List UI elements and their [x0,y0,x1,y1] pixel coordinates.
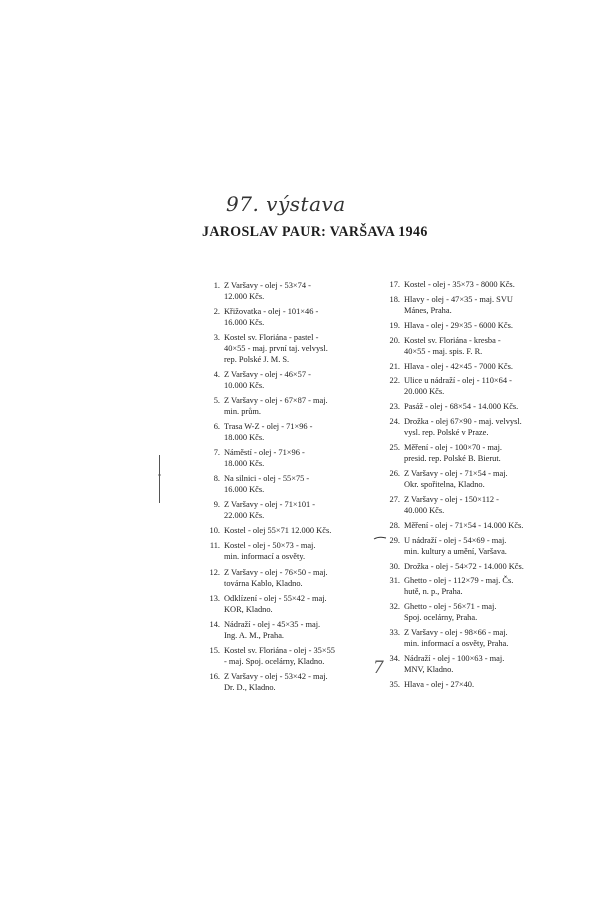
catalog-entry [205,593,365,615]
entry-description: Z Varšavy - olej - 150×112 - 40.000 Kčs. [404,494,499,515]
entry-description: Z Varšavy - olej - 53×42 - maj. Dr. D., Kladno. [224,671,328,692]
entry-description: Kostel sv. Floriána - kresba - 40×55 - maj. spis. F. R. [404,335,501,356]
entry-description: Odklízení - olej - 55×42 - maj. KOR, Kladno. [224,593,327,614]
catalog-entry [385,335,545,357]
catalog-entry [385,294,545,316]
entry-number: 3. [213,333,220,343]
catalog-entry [385,575,545,597]
entry-number: 27. [389,494,400,504]
entry-number: 21. [389,361,400,371]
catalog-entry [385,320,545,331]
entry-description: Hlava - olej - 42×45 - 7000 Kčs. [404,361,513,371]
catalog-entry [385,375,545,397]
entry-number: 5. [213,396,220,406]
entry-description: Křižovatka - olej - 101×46 - 16.000 Kčs. [224,307,319,328]
entry-number: 35. [389,680,400,690]
catalog-entry [205,645,365,667]
catalog-entry [205,369,365,391]
catalog-entry [385,653,545,675]
catalog-list-left [205,280,365,697]
entry-number: 16. [209,671,220,681]
entry-number: 22. [389,376,400,386]
entry-number: 33. [389,628,400,638]
entry-number: 34. [389,654,400,664]
entry-number: 14. [209,619,220,629]
catalog-entry [205,525,365,536]
entry-number: 26. [389,469,400,479]
entry-description: Nádraží - olej - 45×35 - maj. Ing. A. M., Praha. [224,619,321,640]
entry-description: Na silnici - olej - 55×75 - 16.000 Kčs. [224,474,310,495]
catalog-entry [205,671,365,693]
catalog-entry [385,361,545,372]
entry-number: 2. [213,307,220,317]
entry-number: 4. [213,370,220,380]
catalog-entry [385,520,545,531]
catalog-list-right [385,279,545,694]
entry-description: Měření - olej - 71×54 - 14.000 Kčs. [404,520,524,530]
catalog-entry [205,567,365,589]
entry-number: 12. [209,567,220,577]
entry-description: Z Varšavy - olej - 71×54 - maj. Okr. spořitelna, Kladno. [404,469,508,490]
entry-number: 1. [213,281,220,290]
catalog-entry [385,442,545,464]
entry-description: Nádraží - olej - 100×63 - maj. MNV, Kladno. [404,654,505,675]
entry-description: Náměstí - olej - 71×96 - 18.000 Kčs. [224,448,305,469]
entry-description: Kostel - olej - 50×73 - maj. min. informací a osvěty. [224,541,316,562]
entry-number: 23. [389,402,400,412]
entry-number: 6. [213,422,220,432]
entry-description: Z Varšavy - olej - 71×101 - 22.000 Kčs. [224,500,316,521]
catalog-entry [385,401,545,412]
catalog-entry [205,473,365,495]
entry-description: Ulice u nádraží - olej - 110×64 - 20.000 Kčs. [404,376,512,397]
entry-description: Z Varšavy - olej - 46×57 - 10.000 Kčs. [224,370,311,391]
entry-description: Drožka - olej 67×90 - maj. velvysl. vysl. rep. Polské v Praze. [404,417,522,438]
catalog-entry [205,395,365,417]
entry-number: 15. [209,645,220,655]
catalog-entry [205,306,365,328]
entry-number: 30. [389,561,400,571]
catalog-entry [385,535,545,557]
entry-number: 9. [213,500,220,510]
entry-description: Pasáž - olej - 68×54 - 14.000 Kčs. [404,402,519,412]
entry-number: 13. [209,593,220,603]
catalog-entry [205,619,365,641]
entry-description: Kostel - olej 55×71 12.000 Kčs. [224,526,332,536]
entry-number: 17. [389,280,400,289]
entry-number: 28. [389,520,400,530]
catalog-entry [205,540,365,562]
entry-description: Z Varšavy - olej - 76×50 - maj. továrna Kablo, Kladno. [224,567,328,588]
entry-number: 32. [389,602,400,612]
entry-description: Kostel - olej - 35×73 - 8000 Kčs. [404,280,515,289]
catalog-entry [385,279,545,290]
catalog-entry [385,627,545,649]
entry-description: Kostel sv. Floriána - pastel - 40×55 - maj. první taj. velvysl. rep. Polské J. M. S. [224,333,328,365]
entry-description: U nádraží - olej - 54×69 - maj. min. kultury a umění, Varšava. [404,535,507,556]
catalog-entry [205,332,365,365]
entry-number: 8. [213,474,220,484]
entry-number: 18. [389,294,400,304]
entry-description: Kostel sv. Floriána - olej - 35×55 - maj. Spoj. ocelárny, Kladno. [224,645,335,666]
catalog-entry [385,416,545,438]
entry-description: Hlava - olej - 27×40. [404,680,475,690]
entry-description: Ghetto - olej - 112×79 - maj. Čs. hutě, n. p., Praha. [404,576,514,597]
entry-number: 7. [213,448,220,458]
entry-number: 29. [389,535,400,545]
entry-number: 10. [209,526,220,536]
catalog-entry [205,280,365,302]
catalog-entry [205,447,365,469]
catalog-entry [385,561,545,572]
pen-correction-mark [373,535,387,541]
entry-number: 24. [389,417,400,427]
page-title: JAROSLAV PAUR: VARŠAVA 1946 [202,224,428,240]
entry-description: Trasa W-Z - olej - 71×96 - 18.000 Kčs. [224,422,313,443]
handwritten-exhibition-note: 97. výstava [226,192,346,216]
page-number: 7 [373,658,384,678]
catalog-entry [385,601,545,623]
catalog-entry [205,421,365,443]
entry-number: 11. [209,541,220,551]
entry-number: 19. [389,320,400,330]
entry-description: Hlava - olej - 29×35 - 6000 Kčs. [404,320,513,330]
entry-number: 25. [389,443,400,453]
entry-number: 20. [389,335,400,345]
entry-description: Z Varšavy - olej - 67×87 - maj. min. prům. [224,396,328,417]
pencil-margin-mark [158,455,161,503]
entry-description: Drožka - olej - 54×72 - 14.000 Kčs. [404,561,524,571]
entry-description: Z Varšavy - olej - 98×66 - maj. min. informací a osvěty, Praha. [404,628,509,649]
entry-number: 31. [389,576,400,586]
catalog-entry [205,499,365,521]
entry-description: Hlavy - olej - 47×35 - maj. SVU Mánes, Praha. [404,294,513,315]
catalog-entry [385,468,545,490]
entry-description: Měření - olej - 100×70 - maj. presid. rep. Polské B. Bierut. [404,443,502,464]
catalog-entry [385,679,545,690]
entry-description: Ghetto - olej - 56×71 - maj. Spoj. ocelárny, Praha. [404,602,497,623]
catalog-entry [385,494,545,516]
entry-description: Z Varšavy - olej - 53×74 - 12.000 Kčs. [224,281,311,301]
